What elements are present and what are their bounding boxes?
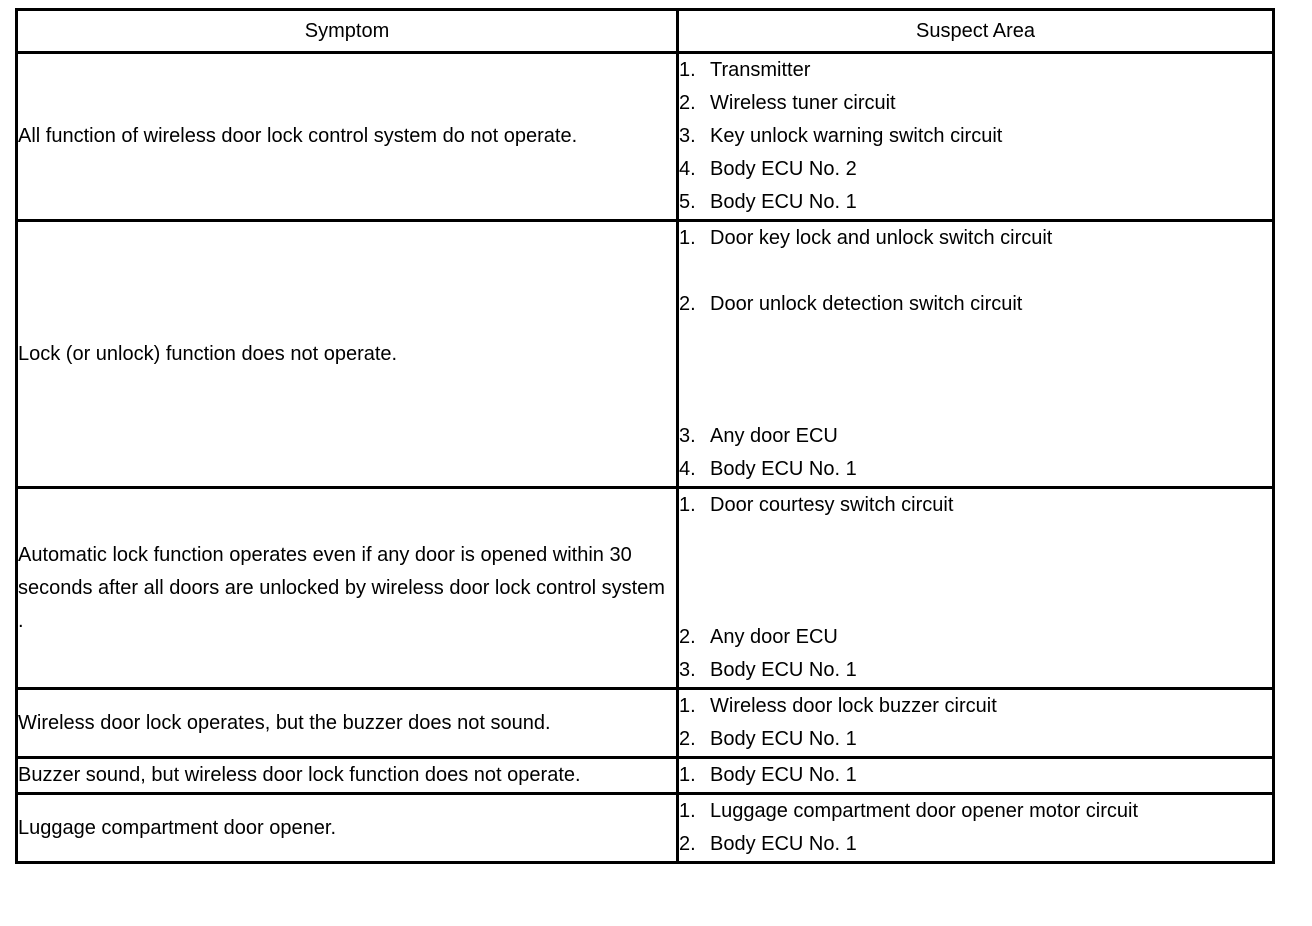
suspect-area-cell bbox=[678, 488, 1274, 689]
table-row bbox=[17, 53, 1274, 221]
suspect-area-cell bbox=[678, 221, 1274, 488]
table-row bbox=[17, 689, 1274, 758]
symptom-cell: Luggage compartment door opener. bbox=[17, 794, 678, 863]
header-row bbox=[17, 10, 1274, 53]
symptom-cell: Wireless door lock operates, but the buzzer does not sound. bbox=[17, 689, 678, 758]
header-symptom: Symptom bbox=[17, 10, 678, 53]
suspect-item: 1. Transmitter bbox=[679, 59, 811, 81]
suspect-list bbox=[679, 222, 1272, 486]
suspect-list bbox=[679, 759, 1272, 792]
suspect-list bbox=[679, 690, 1272, 756]
table-row bbox=[17, 758, 1274, 794]
suspect-item: 1. Wireless door lock buzzer circuit bbox=[679, 695, 997, 717]
suspect-item: 1. Door courtesy switch circuit bbox=[679, 494, 954, 516]
suspect-item: 2. Any door ECU bbox=[679, 626, 838, 648]
problem-symptoms-table bbox=[15, 8, 1275, 864]
suspect-area-cell bbox=[678, 758, 1274, 794]
suspect-item: 1. Body ECU No. 1 bbox=[679, 764, 857, 786]
suspect-item: 4. Body ECU No. 2 bbox=[679, 158, 857, 180]
suspect-item: 3. Any door ECU bbox=[679, 425, 838, 447]
symptom-cell: Buzzer sound, but wireless door lock function does not operate. bbox=[17, 758, 678, 794]
suspect-item: 5. Body ECU No. 1 bbox=[679, 191, 857, 213]
suspect-item: 2. Wireless tuner circuit bbox=[679, 92, 896, 114]
suspect-item: 1. Door key lock and unlock switch circuit bbox=[679, 227, 1053, 249]
suspect-area-cell bbox=[678, 53, 1274, 221]
symptom-cell: Lock (or unlock) function does not operate. bbox=[17, 221, 678, 488]
suspect-item: 2. Body ECU No. 1 bbox=[679, 833, 857, 855]
suspect-list bbox=[679, 489, 1272, 687]
suspect-item: 3. Body ECU No. 1 bbox=[679, 659, 857, 681]
header-suspect-area: Suspect Area bbox=[678, 10, 1274, 53]
table-row bbox=[17, 794, 1274, 863]
suspect-item: 2. Door unlock detection switch circuit bbox=[679, 293, 1023, 315]
suspect-area-cell bbox=[678, 794, 1274, 863]
suspect-item: 3. Key unlock warning switch circuit bbox=[679, 125, 1003, 147]
table-row bbox=[17, 221, 1274, 488]
suspect-list bbox=[679, 795, 1272, 861]
suspect-list bbox=[679, 54, 1272, 219]
table-row bbox=[17, 488, 1274, 689]
suspect-item: 2. Body ECU No. 1 bbox=[679, 728, 857, 750]
symptom-cell: Automatic lock function operates even if any door is opened within 30 seconds after all doors are unlocked by wireless door lock control system . bbox=[17, 488, 678, 689]
symptom-cell: All function of wireless door lock control system do not operate. bbox=[17, 53, 678, 221]
suspect-item: 1. Luggage compartment door opener motor circuit bbox=[679, 800, 1139, 822]
suspect-item: 4. Body ECU No. 1 bbox=[679, 458, 857, 480]
suspect-area-cell bbox=[678, 689, 1274, 758]
